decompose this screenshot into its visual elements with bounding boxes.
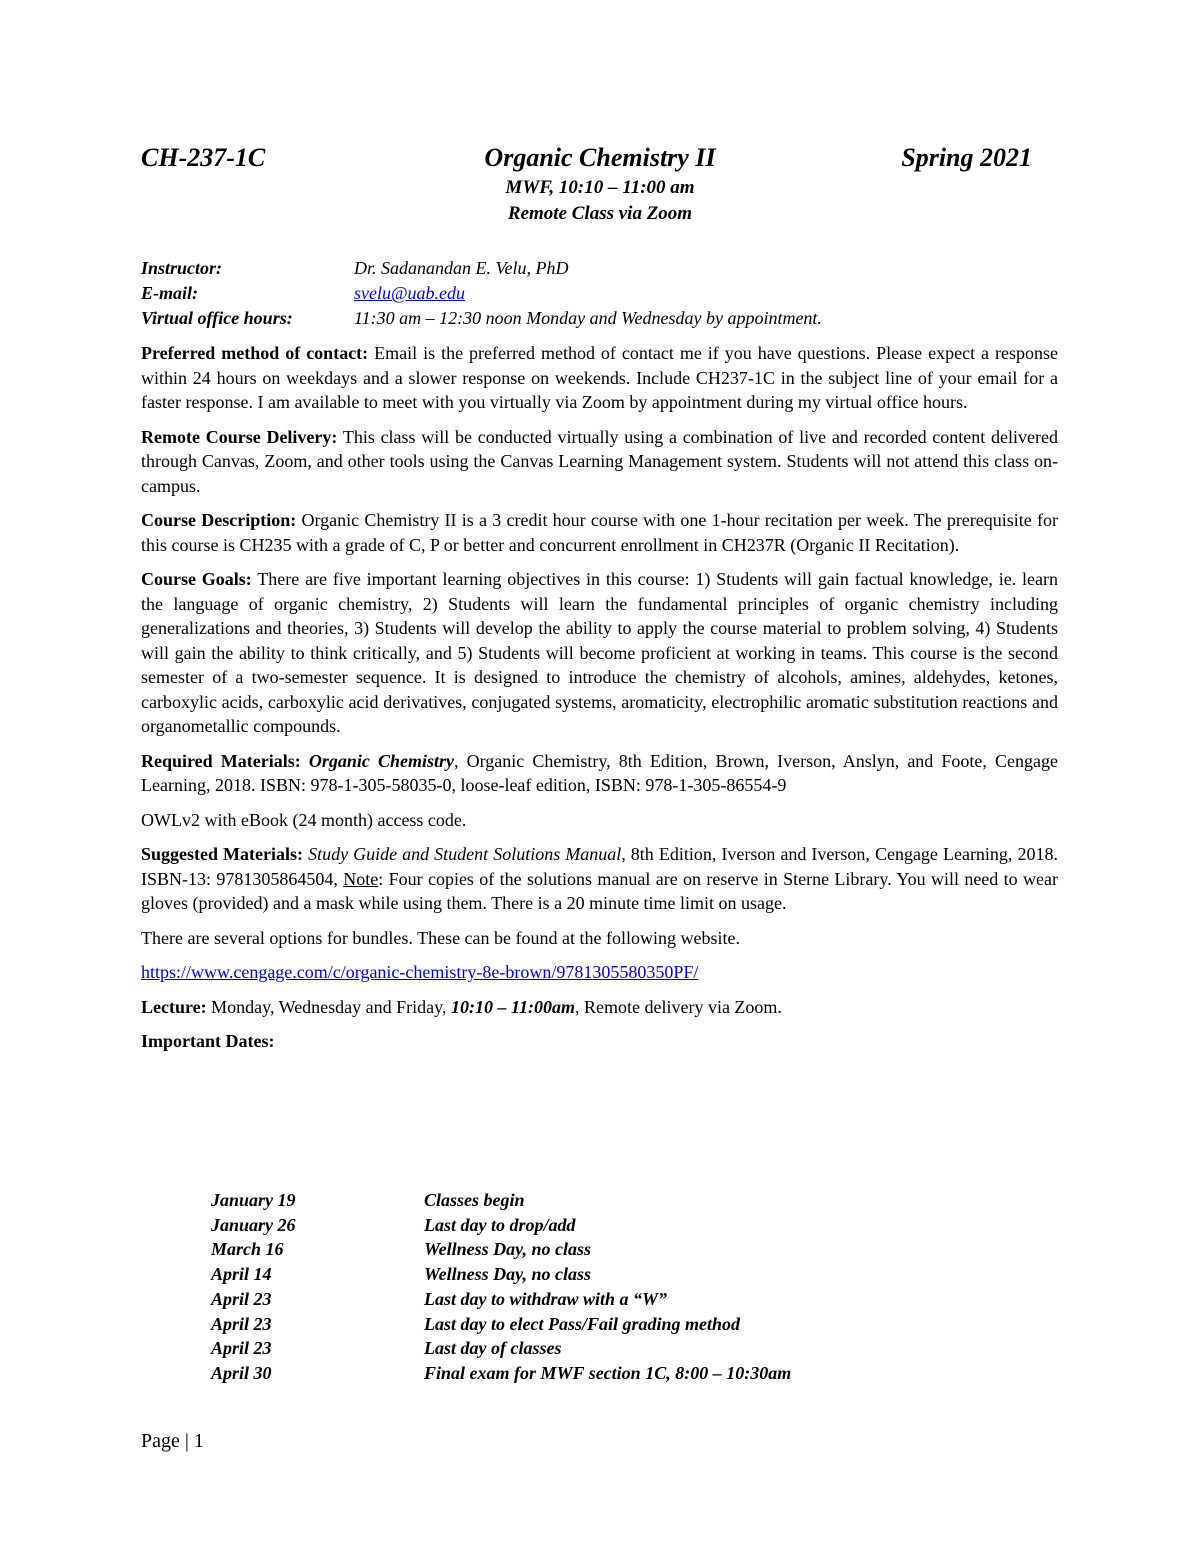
date-row [211, 1312, 791, 1337]
bundles-paragraph: There are several options for bundles. These can be found at the following website. [141, 927, 740, 948]
date-row [211, 1336, 791, 1361]
date-what: Wellness Day, no class [424, 1264, 592, 1285]
contact-text: Email is the preferred method of contact me if you have questions. Please expect a response within 24 hours on weekdays and a slower response on weekends. Include CH237-1C in the subject line of your email for a faster response. I am available to meet with you virtually via Zoom by appointment during my virtual office hours. [141, 343, 1058, 412]
page-number: Page | 1 [141, 1430, 204, 1452]
owl-paragraph: OWLv2 with eBook (24 month) access code. [141, 809, 467, 830]
course-schedule: MWF, 10:10 – 11:00 am [505, 177, 695, 198]
syllabus-body [141, 341, 1058, 1064]
date-what: Last day to drop/add [424, 1214, 576, 1235]
required-label: Required Materials: [141, 750, 301, 771]
date-row [211, 1237, 791, 1262]
date-when: April 14 [211, 1264, 272, 1285]
date-when: April 23 [211, 1313, 272, 1334]
important-dates-list [211, 1188, 791, 1386]
course-mode: Remote Class via Zoom [507, 203, 693, 224]
date-when: March 16 [211, 1239, 284, 1260]
lecture-text-b: , Remote delivery via Zoom. [574, 996, 782, 1017]
course-term: Spring 2021 [901, 143, 1032, 172]
office-hours-row [141, 306, 1061, 331]
delivery-paragraph [141, 425, 1058, 499]
office-hours-label: Virtual office hours: [141, 308, 293, 328]
required-paragraph [141, 749, 1058, 798]
important-dates-heading [141, 1029, 1058, 1054]
lecture-paragraph [141, 995, 1058, 1020]
description-label: Course Description: [141, 510, 297, 530]
email-link[interactable]: svelu@uab.edu [354, 283, 466, 303]
lecture-label: Lecture: [141, 996, 207, 1017]
email-row [141, 281, 1061, 306]
instructor-row [141, 256, 1061, 281]
date-what: Final exam for MWF section 1C, 8:00 – 10:30am [424, 1362, 792, 1383]
date-what: Last day to withdraw with a “W” [424, 1288, 668, 1309]
office-hours-value: 11:30 am – 12:30 noon Monday and Wednesday by appointment. [354, 308, 822, 328]
date-when: April 30 [211, 1362, 272, 1383]
date-row [211, 1188, 791, 1213]
suggested-note: Note [343, 868, 379, 889]
date-row [211, 1262, 791, 1287]
suggested-text-a: 8th Edition, Iverson and Iverson, Cengage Learning, 2018. ISBN-13: 9781305864504, [141, 844, 1058, 889]
date-row [211, 1287, 791, 1312]
date-what: Wellness Day, no class [424, 1239, 592, 1260]
required-book-title: Organic Chemistry [308, 750, 454, 771]
instructor-info [141, 256, 1061, 331]
delivery-label: Remote Course Delivery: [141, 426, 338, 447]
date-row [211, 1213, 791, 1238]
date-when: April 23 [211, 1338, 272, 1359]
date-when: January 19 [211, 1190, 296, 1210]
suggested-paragraph [141, 842, 1058, 916]
date-what: Last day of classes [424, 1338, 562, 1359]
contact-paragraph [141, 341, 1058, 415]
description-paragraph [141, 508, 1058, 557]
course-code: CH-237-1C [141, 143, 266, 172]
required-text: , Organic Chemistry, 8th Edition, Brown, Iverson, Anslyn, and Foote, Cengage Learning, 2018. ISBN: 978-1-305-58035-0, loose-leaf edition, ISBN: 978-1-305-86554-9 [141, 750, 1058, 795]
email-label: E-mail: [141, 283, 198, 303]
lecture-text-a: Monday, Wednesday and Friday, [206, 996, 451, 1017]
date-when: April 23 [211, 1288, 272, 1309]
lecture-time: 10:10 – 11:00am [450, 996, 575, 1017]
contact-label: Preferred method of contact: [141, 343, 369, 363]
date-row [211, 1361, 791, 1386]
delivery-text: This class will be conducted virtually using a combination of live and recorded content delivered through Canvas, Zoom, and other tools using the Canvas Learning Management system. Students will not attend this class on-campus. [141, 426, 1058, 496]
date-what: Classes begin [424, 1190, 525, 1210]
instructor-name: Dr. Sadanandan E. Velu, PhD [354, 258, 569, 278]
suggested-label: Suggested Materials: [141, 844, 304, 864]
bundle-link-paragraph [141, 960, 1058, 985]
date-when: January 26 [211, 1214, 296, 1235]
date-what: Last day to elect Pass/Fail grading method [424, 1313, 740, 1334]
course-title: Organic Chemistry II [484, 143, 716, 172]
suggested-book-title: Study Guide and Student Solutions Manual, [308, 844, 626, 864]
goals-text: There are five important learning objectives in this course: 1) Students will gain factual knowledge, ie. learn the language of organic chemistry, 2) Students will learn the fundamental principles of organic chemistry including generalizations and theories, 3) Students will develop the ability to apply the course material to problem solving, 4) Students will gain the ability to think critically, and 5) Students will become proficient at working in teams. This course is the second semester of a two-semester sequence. It is designed to introduce the chemistry of alcohols, amines, aldehydes, ketones, carboxylic acids, carboxylic acid derivatives, conjugated systems, aromaticity, electrophilic aromatic substitution reactions and organometallic compounds. [141, 569, 1058, 736]
goals-paragraph [141, 567, 1058, 739]
important-dates-label: Important Dates: [141, 1031, 275, 1051]
instructor-label: Instructor: [141, 258, 223, 278]
bundle-link[interactable]: https://www.cengage.com/c/organic-chemistry-8e-brown/9781305580350PF/ [141, 962, 699, 982]
goals-label: Course Goals: [141, 569, 252, 589]
description-text: Organic Chemistry II is a 3 credit hour course with one 1-hour recitation per week. The prerequisite for this course is CH235 with a grade of C, P or better and concurrent enrollment in CH237R (Organic II Recitation). [141, 510, 1058, 555]
suggested-text-b: : Four copies of the solutions manual are on reserve in Sterne Library. You will need to wear gloves (provided) and a mask while using them. There is a 20 minute time limit on usage. [141, 868, 1058, 913]
